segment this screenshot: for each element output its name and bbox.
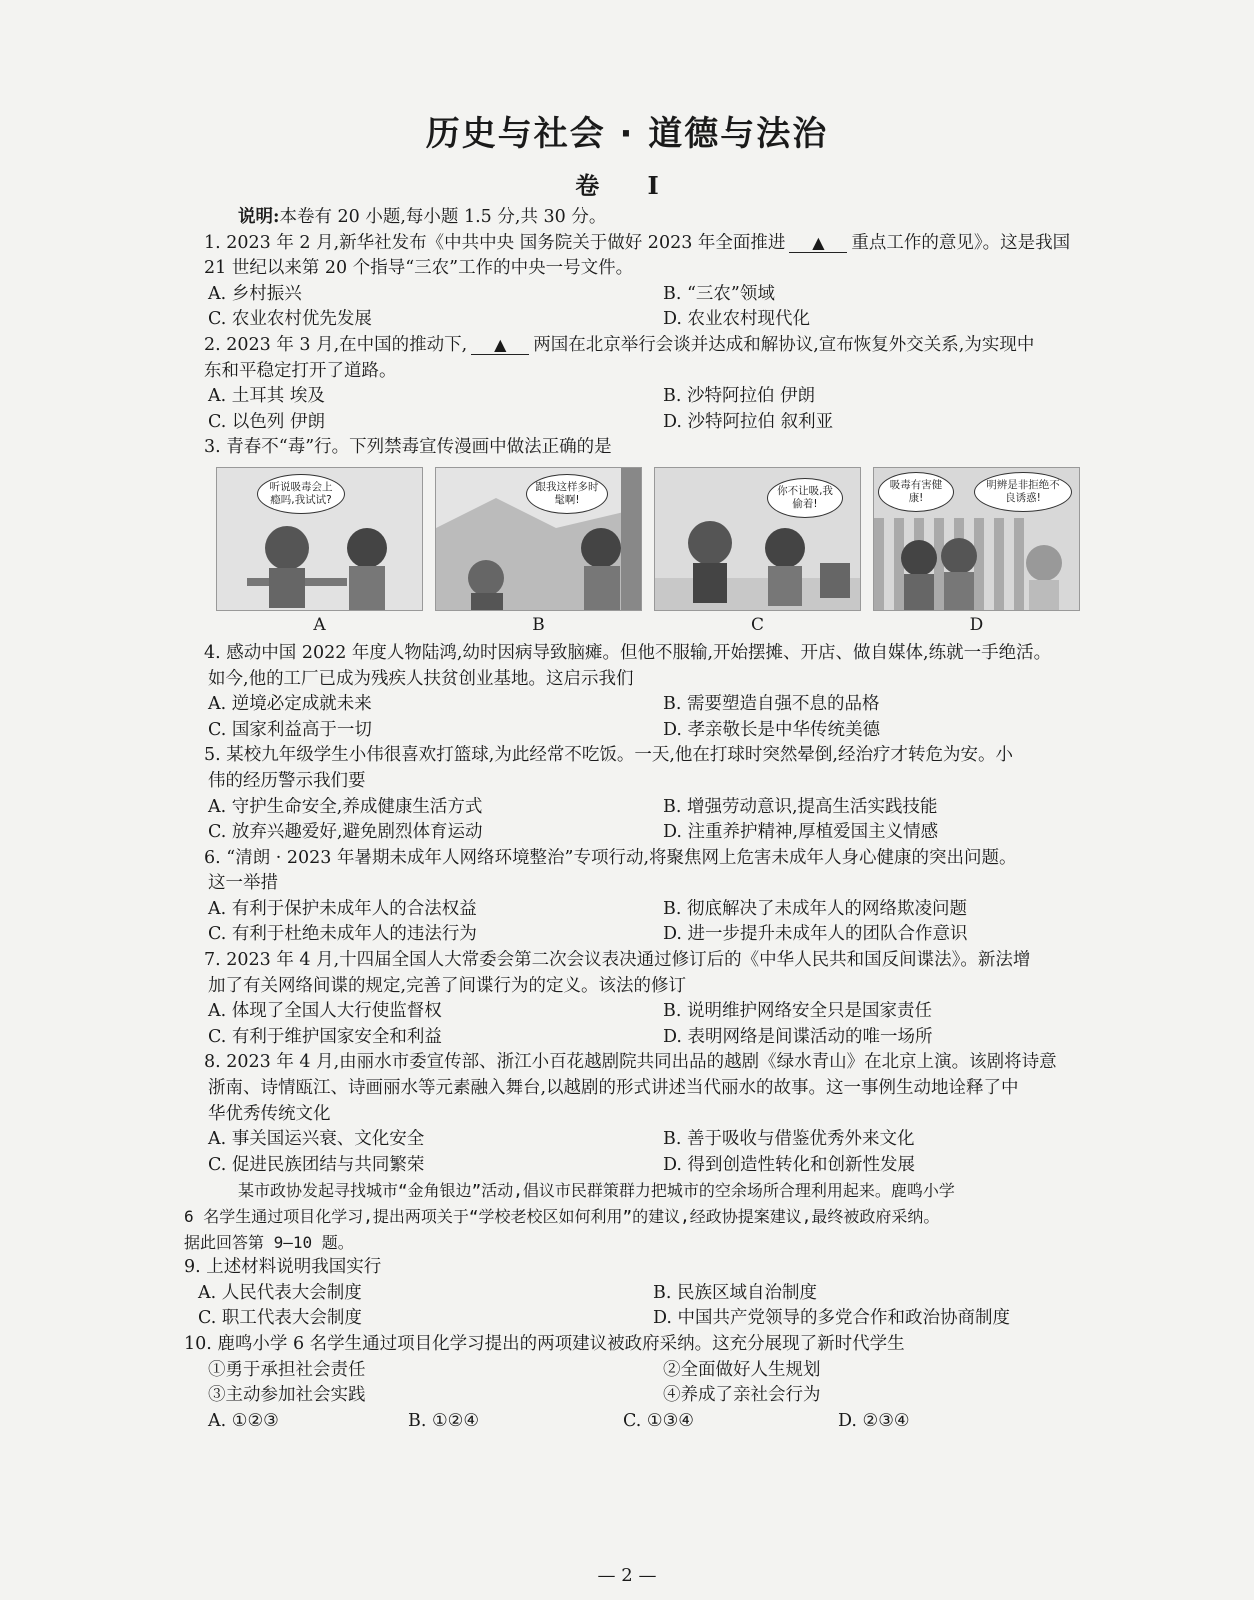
question-1 [180, 231, 1150, 257]
blank-triangle-icon: ▲ [812, 232, 825, 252]
comic-image-c [654, 467, 861, 611]
question-5-options [180, 795, 1150, 846]
question-1-line2: 21 世纪以来第 20 个指导“三农”工作的中央一号文件。 [204, 258, 634, 279]
statement-2: ②全面做好人生规划 [663, 1359, 821, 1380]
option-b: B. 需要塑造自强不息的品格 [663, 694, 880, 715]
option-c: C. 有利于维护国家安全和利益 [208, 1026, 442, 1047]
option-a: A. 乡村振兴 [208, 283, 302, 304]
option-a: A. ①②③ [208, 1410, 279, 1431]
option-b: B. ①②④ [408, 1410, 480, 1431]
note-label: 说明: [238, 207, 280, 227]
speech-bubble: 你不让吸,我偷着! [767, 478, 843, 518]
blank-triangle-icon: ▲ [494, 334, 507, 354]
question-2 [180, 333, 1150, 359]
option-c: C. 职工代表大会制度 [198, 1308, 362, 1329]
question-6: 6. “清朗 · 2023 年暑期未成年人网络环境整治”专项行动,将聚焦网上危害未成年人身心健康的突出问题。 [204, 847, 1017, 868]
option-a: A. 逆境必定成就未来 [208, 694, 372, 715]
question-8: 8. 2023 年 4 月,由丽水市委宣传部、浙江小百花越剧院共同出品的越剧《绿水青山》在北京上演。该剧将诗意 [204, 1052, 1057, 1073]
option-d: D. 注重养护精神,厚植爱国主义情感 [663, 822, 939, 843]
answer-blank [789, 234, 847, 253]
section-note [180, 205, 1150, 231]
panel-label: B [532, 615, 545, 636]
speech-bubble: 明辨是非拒绝不良诱惑! [974, 472, 1072, 512]
question-7-options [180, 999, 1150, 1050]
question-10: 10. 鹿鸣小学 6 名学生通过项目化学习提出的两项建议被政府采纳。这充分展现了新时代学生 [184, 1333, 905, 1354]
question-10-options [180, 1409, 1150, 1435]
questions-body [180, 205, 1150, 1434]
option-d: D. 得到创造性转化和创新性发展 [663, 1154, 916, 1175]
question-2-options [180, 384, 1150, 435]
option-d: D. 孝亲敬长是中华传统美德 [663, 719, 881, 740]
statement-1: ①勇于承担社会责任 [208, 1359, 366, 1380]
option-a: A. 人民代表大会制度 [198, 1282, 362, 1303]
comic-image-d [873, 467, 1080, 611]
comic-panel-b [435, 467, 642, 639]
option-c: C. ①③④ [623, 1410, 694, 1431]
question-6-options [180, 897, 1150, 948]
option-a: A. 守护生命安全,养成健康生活方式 [208, 796, 483, 817]
comic-image-a [216, 467, 423, 611]
option-b: B. 善于吸收与借鉴优秀外来文化 [663, 1129, 915, 1150]
speech-bubble: 跟我这样多时髦啊! [526, 474, 608, 514]
option-a: A. 事关国运兴衰、文化安全 [208, 1129, 425, 1150]
option-c: C. 农业农村优先发展 [208, 309, 372, 330]
option-c: C. 促进民族团结与共同繁荣 [208, 1154, 425, 1175]
option-d: D. 进一步提升未成年人的团队合作意识 [663, 924, 968, 945]
question-4-line2: 如今,他的工厂已成为残疾人扶贫创业基地。这启示我们 [208, 668, 634, 689]
option-c: C. 以色列 伊朗 [208, 411, 325, 432]
page-number: — 2 — [597, 1565, 657, 1586]
comic-panel-d [873, 467, 1080, 639]
question-8-line2: 浙南、诗情瓯江、诗画丽水等元素融入舞台,以越剧的形式讲述当代丽水的故事。这一事例生动地诠释了中 [208, 1078, 1019, 1099]
question-2-text-cont: 两国在北京举行会谈并达成和解协议,宣布恢复外交关系,为实现中 [533, 334, 1035, 355]
question-7: 7. 2023 年 4 月,十四届全国人大常委会第二次会议表决通过修订后的《中华人民共和国反间谍法》。新法增 [204, 950, 1031, 971]
question-2-text: 2. 2023 年 3 月,在中国的推动下, [204, 334, 468, 355]
question-10-statements [180, 1358, 1150, 1409]
question-9: 9. 上述材料说明我国实行 [184, 1257, 382, 1278]
question-7-line2: 加了有关网络间谍的规定,完善了间谍行为的定义。该法的修订 [208, 975, 687, 996]
speech-bubble: 听说吸毒会上瘾吗,我试试? [257, 474, 345, 514]
question-2-line2: 东和平稳定打开了道路。 [204, 360, 397, 381]
comic-panel-c [654, 467, 861, 639]
panel-label: D [969, 615, 984, 636]
question-9-options [180, 1281, 1150, 1332]
option-b: B. 沙特阿拉伯 伊朗 [663, 386, 816, 407]
option-b: B. 民族区域自治制度 [653, 1282, 817, 1303]
option-d: D. 中国共产党领导的多党合作和政治协商制度 [653, 1308, 1011, 1329]
question-1-text-cont: 重点工作的意见》。这是我国 [851, 232, 1071, 253]
statement-3: ③主动参加社会实践 [208, 1385, 366, 1406]
answer-blank [471, 336, 529, 355]
option-c: C. 有利于杜绝未成年人的违法行为 [208, 924, 477, 945]
question-3: 3. 青春不“毒”行。下列禁毒宣传漫画中做法正确的是 [204, 437, 612, 458]
comic-panel-a [216, 467, 423, 639]
comic-panels [180, 467, 1150, 639]
option-d: D. 农业农村现代化 [663, 309, 811, 330]
option-d: D. ②③④ [838, 1410, 910, 1431]
question-6-line2: 这一举措 [208, 873, 278, 894]
comic-image-b [435, 467, 642, 611]
option-a: A. 有利于保护未成年人的合法权益 [208, 898, 477, 919]
option-b: B. “三农”领域 [663, 283, 775, 304]
statement-4: ④养成了亲社会行为 [663, 1385, 821, 1406]
note-text: 本卷有 20 小题,每小题 1.5 分,共 30 分。 [279, 207, 607, 227]
speech-bubble: 吸毒有害健康! [878, 472, 954, 512]
question-8-options [180, 1127, 1150, 1178]
option-b: B. 彻底解决了未成年人的网络欺凌问题 [663, 898, 967, 919]
question-1-text: 1. 2023 年 2 月,新华社发布《中共中央 国务院关于做好 2023 年全面推进 [204, 232, 786, 253]
question-5: 5. 某校九年级学生小伟很喜欢打篮球,为此经常不吃饭。一天,他在打球时突然晕倒,经治疗才转危为安。小 [204, 745, 1013, 766]
material-text-line3: 据此回答第 9—10 题。 [184, 1232, 354, 1252]
option-a: A. 体现了全国人大行使监督权 [208, 1001, 442, 1022]
option-c: C. 放弃兴趣爱好,避免剧烈体育运动 [208, 822, 483, 843]
material-text: 某市政协发起寻找城市“金角银边”活动,倡议市民群策群力把城市的空余场所合理利用起来。鹿鸣小学 [238, 1181, 955, 1201]
option-d: D. 沙特阿拉伯 叙利亚 [663, 411, 834, 432]
question-1-options [180, 282, 1150, 333]
material-text-line2: 6 名学生通过项目化学习,提出两项关于“学校老校区如何利用”的建议,经政协提案建议,最终被政府采纳。 [184, 1207, 940, 1226]
question-4-options [180, 692, 1150, 743]
option-b: B. 增强劳动意识,提高生活实践技能 [663, 796, 938, 817]
panel-label: A [313, 615, 326, 636]
question-8-line3: 华优秀传统文化 [208, 1103, 331, 1124]
panel-label: C [750, 615, 764, 636]
option-d: D. 表明网络是间谍活动的唯一场所 [663, 1026, 933, 1047]
question-5-line2: 伟的经历警示我们要 [208, 770, 366, 791]
option-b: B. 说明维护网络安全只是国家责任 [663, 1001, 932, 1022]
section-title: 卷 I [575, 171, 679, 200]
page-title: 历史与社会 · 道德与法治 [425, 114, 829, 154]
question-4: 4. 感动中国 2022 年度人物陆鸿,幼时因病导致脑瘫。但他不服输,开始摆摊、开店、做自媒体,练就一手绝活。 [204, 642, 1052, 663]
option-c: C. 国家利益高于一切 [208, 719, 372, 740]
option-a: A. 土耳其 埃及 [208, 386, 325, 407]
